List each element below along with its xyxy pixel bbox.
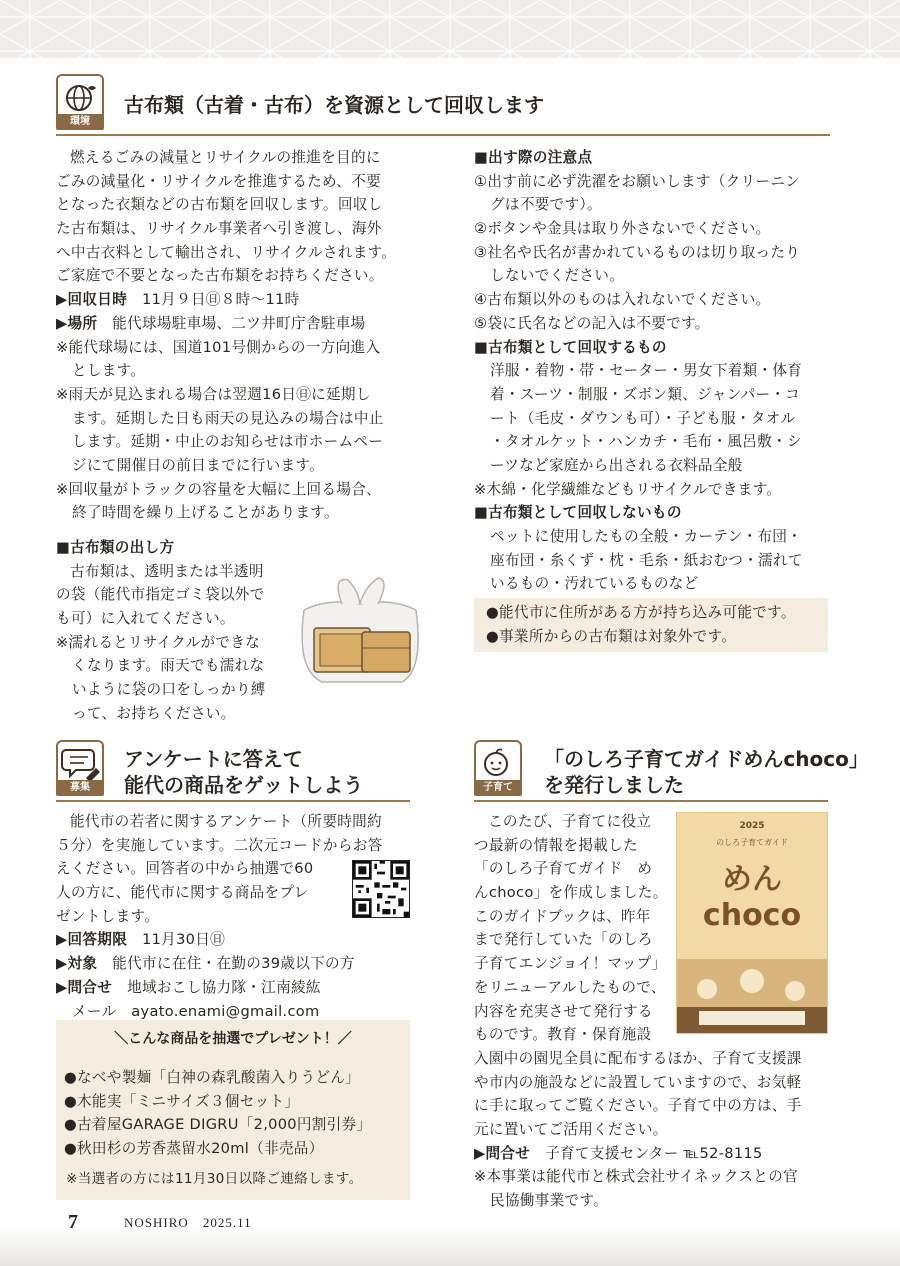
accept-line: ーツなど家庭から出される衣料品全般 <box>490 456 743 474</box>
guide-note-line: ※本事業は能代市と株式会社サイネックスとの官 <box>474 1168 798 1186</box>
section2-body <box>56 810 383 1023</box>
intro-line: ご家庭で不要となった古布類をお持ちください。 <box>56 267 384 285</box>
howto-line: も可）に入れてください。 <box>56 610 235 628</box>
survey-intro-line: えください。回答者の中から抽選で60 <box>56 860 314 878</box>
section3-wide-text <box>474 1047 802 1213</box>
section3-narrow-text <box>474 810 668 1047</box>
guide-contact-row <box>474 1142 802 1166</box>
cover-title-b: choco <box>702 898 802 933</box>
section2-title <box>124 746 363 798</box>
guide-line: つ最新の情報を掲載した <box>474 836 638 854</box>
prize-item: ●古着屋GARAGE DIGRU「2,000円割引券」 <box>64 1116 372 1134</box>
date-value: 11月９日㊐８時～11時 <box>142 291 300 309</box>
section2-title-line: アンケートに答えて <box>124 747 303 771</box>
intro-line: へ中古衣料として輸出され、リサイクルされます。 <box>56 243 397 261</box>
reject-line: ペットに使用したもの全般・カーテン・布団・ <box>490 528 803 545</box>
section3-title-line: を発行しました <box>544 773 684 797</box>
caution-line: ⑤袋に氏名などの記入は不要です。 <box>474 314 710 332</box>
collection-place-row <box>56 312 396 336</box>
caution-line: ④古布類以外のものは入れないでください。 <box>474 291 771 309</box>
deadline-value: 11月30日㊐ <box>142 931 226 949</box>
guide-line: んchoco」を作成しました。 <box>474 884 668 902</box>
page-number: 7 <box>68 1211 78 1233</box>
guide-line: まで発行していた「のしろ <box>474 931 653 949</box>
accept-line: 洋服・着物・帯・セーター・男女下着類・体育 <box>490 362 803 380</box>
footer-shade <box>0 1226 900 1266</box>
section1-rule <box>56 134 830 136</box>
intro-line: 燃えるごみの減量とリサイクルの推進を目的に <box>70 149 381 166</box>
intro-line: た古布類は、リサイクル事業者へ引き渡し、海外 <box>56 220 382 238</box>
howto-block <box>56 536 266 726</box>
prize-note: ※当選者の方には11月30日以降ご連絡します。 <box>66 1171 363 1187</box>
collection-date-row <box>56 288 396 312</box>
guide-line: ものです。教育・保育施設 <box>474 1026 652 1044</box>
reject-heading: ■古布類として回収しないもの <box>474 504 682 522</box>
deadline-row <box>56 928 383 952</box>
caution-line: しないでください。 <box>490 267 625 285</box>
environment-tag: 環境 <box>56 114 104 130</box>
caution-line: ①出す前に必ず洗濯をお願いします（クリーニン <box>474 172 801 190</box>
header-pattern <box>0 0 900 58</box>
mail-label: メール <box>72 1002 117 1020</box>
prize-heading: ＼こんな商品を抽選でプレゼント！／ <box>114 1031 352 1047</box>
prize-list <box>64 1066 371 1161</box>
guide-line: 入園中の園児全員に配布するほか、子育て支援課 <box>474 1050 802 1067</box>
guide-line: 「のしろ子育てガイド め <box>474 860 653 878</box>
prize-item: ●秋田杉の芳香蒸留水20ml（非売品） <box>64 1140 324 1158</box>
target-row <box>56 952 383 976</box>
childcare-tag: 子育て <box>474 780 522 796</box>
survey-intro-line: ゼントします。 <box>56 907 160 925</box>
note-line: ※回収量がトラックの容量を大幅に上回る場合、 <box>56 480 382 498</box>
guide-line: や市内の施設などに設置していますので、お気軽 <box>474 1073 802 1091</box>
survey-intro-line: 人の方に、能代市に関する商品をプレ <box>56 884 309 902</box>
accept-line: ・タオルケット・ハンカチ・毛布・風呂敷・シ <box>490 433 802 451</box>
asanoha-pattern <box>0 0 900 58</box>
howto-note-line: って、お持ちください。 <box>72 704 236 722</box>
notice-line: ●事業所からの古布類は対象外です。 <box>486 627 737 645</box>
date-label: ▶回収日時 <box>56 291 128 309</box>
publication-name: NOSHIRO <box>124 1215 189 1230</box>
reject-line: 座布団・糸くず・枕・毛糸・紙おむつ・濡れて <box>490 551 803 569</box>
contact-label: ▶問合せ <box>56 978 113 996</box>
caution-line: ②ボタンや金具は取り外さないでください。 <box>474 220 771 238</box>
section2-title-line: 能代の商品をゲットしよう <box>124 773 364 797</box>
howto-note-line: いように袋の口をしっかり縛 <box>72 681 266 699</box>
survey-intro-line: ５分）を実施しています。二次元コードからお答 <box>56 836 383 854</box>
place-label: ▶場所 <box>56 314 98 332</box>
prize-item: ●なべや製麺「白神の森乳酸菌入りうどん」 <box>64 1069 361 1086</box>
accept-line: 着・スーツ・制服・ズボン類、ジャンパー・コ <box>490 385 801 403</box>
reject-line: いるもの・汚れているものなど <box>490 575 699 593</box>
survey-intro-line: 能代市の若者に関するアンケート（所要時間約 <box>70 813 382 830</box>
guide-line: 子育てエンジョイ！マップ」 <box>474 955 667 973</box>
notice-line: ●能代市に住所がある方が持ち込み可能です。 <box>486 604 796 621</box>
clothes-bag-illustration <box>292 570 428 690</box>
guide-contact-value: 子育て支援センター ℡52-8115 <box>545 1144 763 1162</box>
recruitment-tag: 募集 <box>56 780 104 796</box>
survey-qr-code[interactable] <box>352 860 410 918</box>
cover-illustration <box>677 959 827 1033</box>
accept-line: ート（毛皮・ダウンも可）・子ども服・タオル <box>490 409 796 427</box>
guide-contact-label: ▶問合せ <box>474 1144 531 1162</box>
footer-publication <box>124 1214 252 1232</box>
place-value: 能代球場駐車場、二ツ井町庁舎駐車場 <box>112 314 366 332</box>
cover-title-a: めん <box>722 862 782 897</box>
section3-title-line: 「のしろ子育てガイドめんchoco」 <box>544 747 869 771</box>
howto-heading: ■古布類の出し方 <box>56 539 175 556</box>
notice-lines <box>486 601 796 648</box>
prize-box <box>56 1020 410 1200</box>
section1-intro <box>56 146 396 525</box>
guide-line: に手に取ってご覧ください。子育て中の方は、手 <box>474 1097 802 1115</box>
note-line: します。延期・中止のお知らせは市ホームペー <box>72 433 384 451</box>
cover-year: 2025 <box>739 821 765 831</box>
mail-link[interactable]: ayato.enami@gmail.com <box>131 1002 320 1020</box>
howto-note-line: ※濡れるとリサイクルができな <box>56 633 261 651</box>
howto-note-line: くなります。雨天でも濡れな <box>72 657 265 675</box>
note-line: ※能代球場には、国道101号側からの一方向進入 <box>56 338 381 356</box>
guide-line: このガイドブックは、昨年 <box>474 907 651 925</box>
howto-line: 古布類は、透明または半透明 <box>70 562 264 580</box>
section3-rule <box>474 800 828 802</box>
note-line: ※雨天が見込まれる場合は翌週16日㊐に延期し <box>56 385 371 403</box>
guide-line: をリニューアルしたもので、 <box>474 978 666 996</box>
howto-line: の袋（能代市指定ゴミ袋以外で <box>56 586 265 604</box>
prize-item: ●木能実「ミニサイズ３個セット」 <box>64 1092 300 1110</box>
guide-note-line: 民協働事業です。 <box>490 1192 608 1210</box>
contact-value: 地域おこし協力隊・江南綾紘 <box>127 978 321 996</box>
notice-box <box>474 598 828 652</box>
contact-row <box>56 976 383 1000</box>
guide-line: 元に置いてご活用ください。 <box>474 1121 668 1139</box>
target-label: ▶対象 <box>56 955 98 973</box>
caution-line: ③社名や氏名が書かれているものは切り取ったり <box>474 243 801 261</box>
note-line: とします。 <box>72 362 146 380</box>
target-value: 能代市に在住・在勤の39歳以下の方 <box>112 955 355 973</box>
note-line: ます。延期した日も雨天の見込みの場合は中止 <box>72 409 384 427</box>
issue-date: 2025.11 <box>202 1215 252 1230</box>
accept-note: ※木綿・化学繊維などもリサイクルできます。 <box>474 480 782 498</box>
note-line: ジにて開催日の前日までに行います。 <box>72 456 325 474</box>
caution-heading: ■出す際の注意点 <box>474 149 593 166</box>
accept-heading: ■古布類として回収するもの <box>474 338 667 356</box>
deadline-label: ▶回答期限 <box>56 931 128 949</box>
cover-subtitle: のしろ子育てガイド <box>716 838 788 847</box>
intro-line: となった衣類などの古布類を回収します。回収し <box>56 196 383 214</box>
note-line: 終了時間を繰り上げることがあります。 <box>72 504 339 522</box>
caution-line: グは不要です）。 <box>490 196 602 214</box>
section1-right-column <box>474 146 803 596</box>
intro-line: ごみの減量化・リサイクルを推進するため、不要 <box>56 172 382 190</box>
section1-title: 古布類（古着・古布）を資源として回収します <box>124 93 544 117</box>
guidebook-cover-image <box>676 812 828 1034</box>
section3-title <box>544 746 869 798</box>
section2-rule <box>56 800 410 802</box>
guide-line: 内容を充実させて発行する <box>474 1002 653 1020</box>
guide-line: このたび、子育てに役立 <box>488 813 652 830</box>
